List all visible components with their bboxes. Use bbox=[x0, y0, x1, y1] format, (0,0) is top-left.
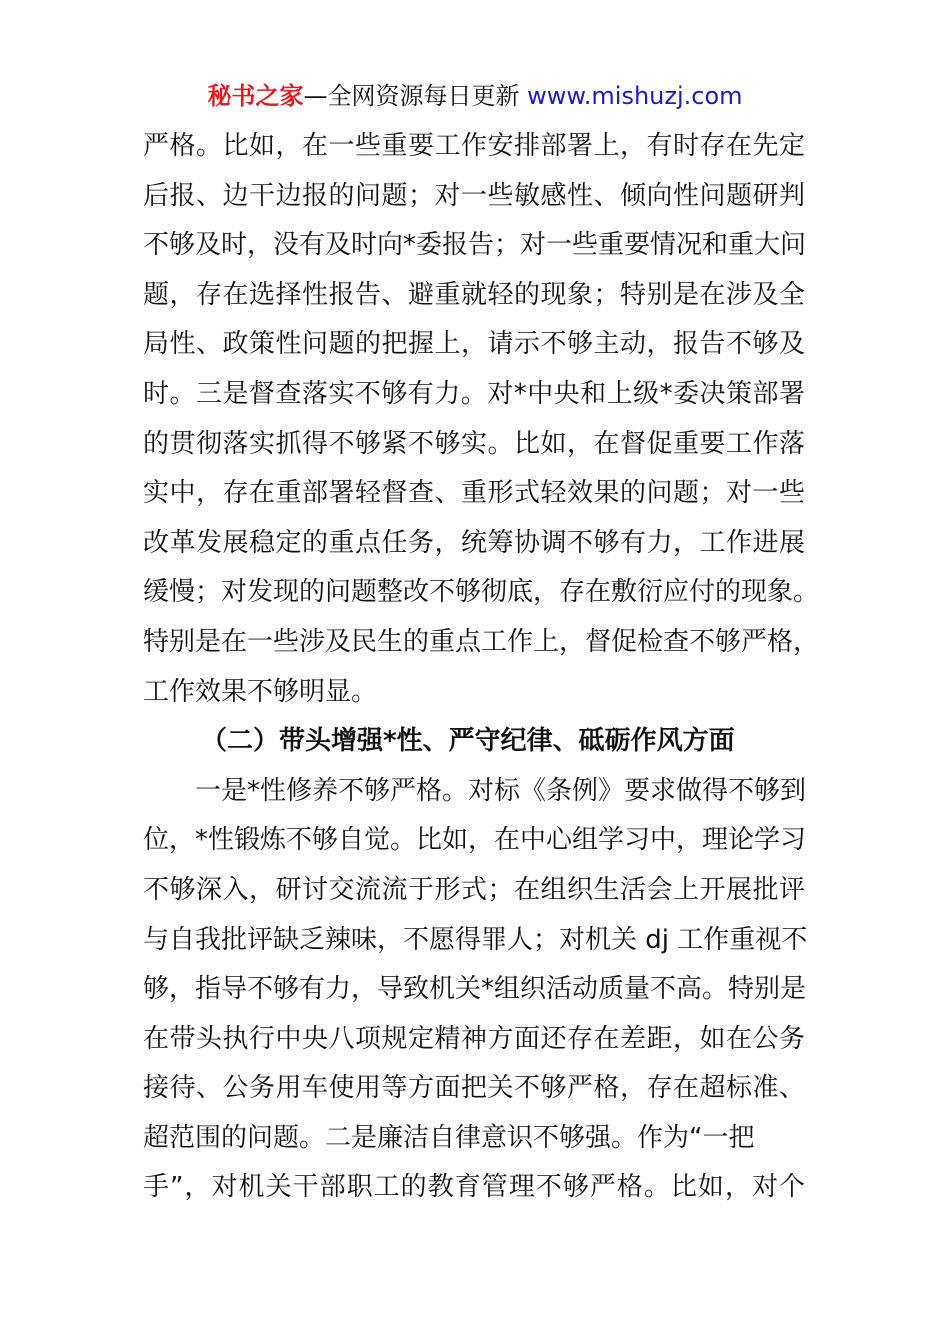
paragraph-line: 特别是在一些涉及民生的重点工作上，督促检查不够严格， bbox=[143, 626, 820, 657]
paragraph-line: 改革发展稳定的重点任务，统筹协调不够有力，工作进展 bbox=[143, 527, 805, 558]
paragraph-line: 题，存在选择性报告、避重就轻的现象；特别是在涉及全 bbox=[143, 279, 805, 310]
paragraph-line: 在带头执行中央八项规定精神方面还存在差距，如在公务 bbox=[143, 1023, 805, 1054]
paragraph-line: 工作效果不够明显。 bbox=[143, 676, 378, 707]
paragraph-line: 位，*性锻炼不够自觉。比如，在中心组学习中，理论学习 bbox=[143, 825, 807, 856]
paragraph-line: 接待、公务用车使用等方面把关不够严格，存在超标准、 bbox=[143, 1073, 805, 1104]
paragraph-line: 一是*性修养不够严格。对标《条例》要求做得不够到 bbox=[195, 775, 807, 806]
paragraph-line: 后报、边干边报的问题；对一些敏感性、倾向性问题研判 bbox=[143, 180, 805, 211]
document-body bbox=[143, 122, 820, 1213]
paragraph-line: 够，指导不够有力，导致机关*组织活动质量不高。特别是 bbox=[143, 974, 807, 1005]
paragraph-line: 实中，存在重部署轻督查、重形式轻效果的问题；对一些 bbox=[143, 478, 805, 509]
site-url-link[interactable]: www.mishuzj.com bbox=[527, 82, 743, 110]
paragraph-line: 不够深入，研讨交流流于形式；在组织生活会上开展批评 bbox=[143, 874, 805, 905]
paragraph-line: 时。三是督查落实不够有力。对*中央和上级*委决策部署 bbox=[143, 378, 805, 409]
paragraph-line: 不够及时，没有及时向*委报告；对一些重要情况和重大问 bbox=[143, 230, 807, 261]
page-header bbox=[0, 78, 950, 114]
paragraph-line: 的贯彻落实抓得不够紧不够实。比如，在督促重要工作落 bbox=[143, 428, 805, 459]
paragraph-line: 缓慢；对发现的问题整改不够彻底，存在敷衍应付的现象。 bbox=[143, 577, 820, 608]
paragraph-line: 超范围的问题。二是廉洁自律意识不够强。作为“一把 bbox=[143, 1122, 755, 1153]
paragraph-line: 局性、政策性问题的把握上，请示不够主动，报告不够及 bbox=[143, 329, 805, 360]
paragraph-line: 与自我批评缺乏辣味，不愿得罪人；对机关 dj 工作重视不 bbox=[143, 924, 808, 955]
section-heading: （二）带头增强*性、严守纪律、砥砺作风方面 bbox=[201, 726, 735, 757]
brand-name: 秘书之家 bbox=[207, 82, 304, 110]
paragraph-line: 手”，对机关干部职工的教育管理不够严格。比如，对个 bbox=[143, 1172, 805, 1203]
paragraph-line: 严格。比如，在一些重要工作安排部署上，有时存在先定 bbox=[143, 131, 805, 161]
header-tagline: —全网资源每日更新 bbox=[303, 82, 528, 110]
